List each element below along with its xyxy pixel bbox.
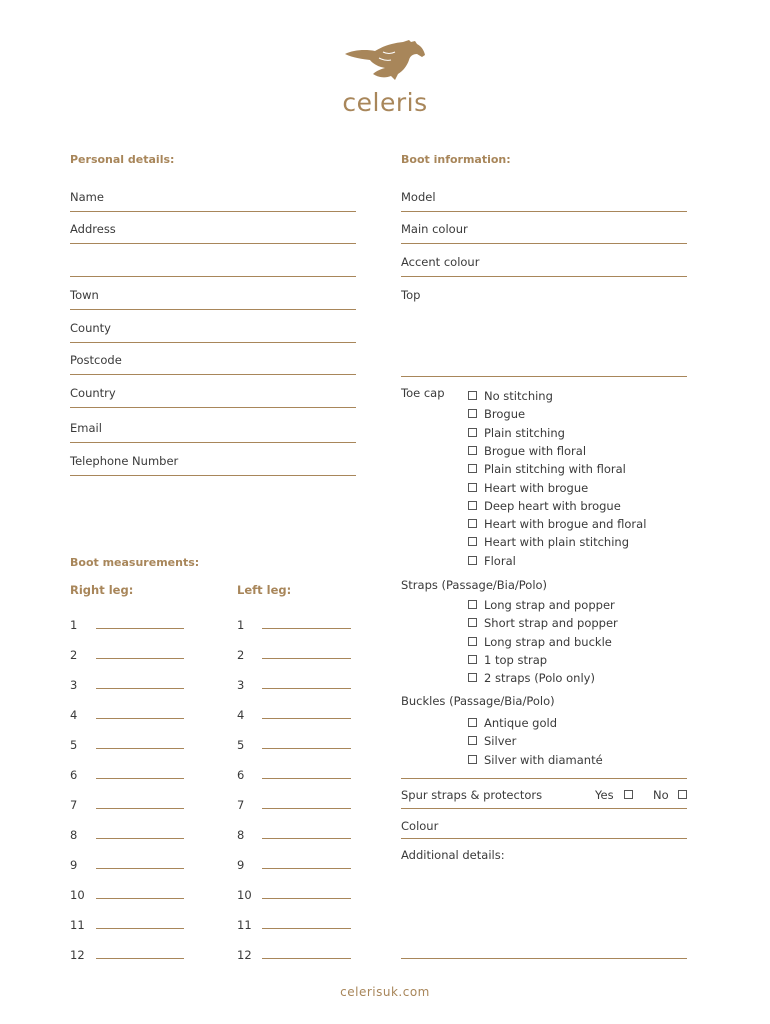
field-input-line[interactable] bbox=[401, 376, 687, 377]
spur-no-checkbox[interactable] bbox=[678, 790, 687, 799]
option-label: 2 straps (Polo only) bbox=[484, 671, 595, 686]
left-leg-number: 9 bbox=[237, 858, 245, 872]
option-checkbox[interactable] bbox=[468, 501, 477, 510]
right-leg-input-line[interactable] bbox=[96, 868, 184, 869]
right-leg-number: 8 bbox=[70, 828, 78, 842]
option-checkbox[interactable] bbox=[468, 637, 477, 646]
right-leg-input-line[interactable] bbox=[96, 928, 184, 929]
left-leg-input-line[interactable] bbox=[262, 688, 351, 689]
field-input-line[interactable] bbox=[70, 475, 356, 476]
colour-label: Colour bbox=[401, 819, 439, 833]
spur-yes-label: Yes bbox=[595, 788, 614, 802]
left-leg-heading: Left leg: bbox=[237, 583, 292, 597]
right-leg-number: 10 bbox=[70, 888, 85, 902]
option-label: Silver bbox=[484, 734, 517, 749]
personal-heading: Personal details: bbox=[70, 153, 175, 166]
boot-info-heading: Boot information: bbox=[401, 153, 511, 166]
field-label: Email bbox=[70, 421, 102, 435]
spur-no-label: No bbox=[653, 788, 669, 802]
field-label: Name bbox=[70, 190, 104, 204]
left-leg-number: 5 bbox=[237, 738, 245, 752]
option-label: No stitching bbox=[484, 389, 553, 403]
field-label: Top bbox=[401, 288, 421, 302]
field-label: County bbox=[70, 321, 111, 335]
right-leg-number: 6 bbox=[70, 768, 78, 782]
option-label: Brogue bbox=[484, 407, 526, 422]
additional-label: Additional details: bbox=[401, 848, 505, 862]
spur-label: Spur straps & protectors bbox=[401, 788, 543, 802]
option-label: Heart with brogue bbox=[484, 480, 589, 495]
left-leg-number: 10 bbox=[237, 888, 252, 902]
option-label: Long strap and buckle bbox=[484, 634, 612, 649]
left-leg-input-line[interactable] bbox=[262, 778, 351, 779]
field-label: Model bbox=[401, 190, 436, 204]
left-leg-input-line[interactable] bbox=[262, 928, 351, 929]
toe-cap-label: Toe cap bbox=[401, 386, 445, 400]
left-leg-input-line[interactable] bbox=[262, 898, 351, 899]
right-leg-number: 5 bbox=[70, 738, 78, 752]
right-leg-input-line[interactable] bbox=[96, 778, 184, 779]
option-checkbox[interactable] bbox=[468, 556, 477, 565]
option-label: Long strap and popper bbox=[484, 598, 615, 612]
field-input-line[interactable] bbox=[70, 342, 356, 343]
right-leg-input-line[interactable] bbox=[96, 688, 184, 689]
left-leg-number: 11 bbox=[237, 918, 252, 932]
field-label: Accent colour bbox=[401, 255, 480, 269]
field-label: Main colour bbox=[401, 222, 468, 236]
option-label: 1 top strap bbox=[484, 652, 548, 667]
field-input-line[interactable] bbox=[70, 243, 356, 244]
left-leg-number: 12 bbox=[237, 948, 252, 962]
buckles-label: Buckles (Passage/Bia/Polo) bbox=[401, 694, 555, 708]
left-leg-input-line[interactable] bbox=[262, 628, 351, 629]
field-input-line[interactable] bbox=[70, 276, 356, 277]
option-checkbox[interactable] bbox=[468, 391, 477, 400]
right-leg-input-line[interactable] bbox=[96, 838, 184, 839]
field-input-line[interactable] bbox=[401, 243, 687, 244]
option-checkbox[interactable] bbox=[468, 600, 477, 609]
right-leg-input-line[interactable] bbox=[96, 718, 184, 719]
option-checkbox[interactable] bbox=[468, 718, 477, 727]
left-leg-number: 4 bbox=[237, 708, 245, 722]
field-label: Telephone Number bbox=[70, 454, 179, 468]
option-checkbox[interactable] bbox=[468, 755, 477, 764]
option-label: Deep heart with brogue bbox=[484, 498, 621, 513]
left-leg-input-line[interactable] bbox=[262, 658, 351, 659]
left-leg-input-line[interactable] bbox=[262, 808, 351, 809]
option-label: Plain stitching bbox=[484, 425, 565, 440]
left-leg-input-line[interactable] bbox=[262, 838, 351, 839]
left-leg-input-line[interactable] bbox=[262, 748, 351, 749]
field-label: Country bbox=[70, 386, 116, 400]
right-leg-input-line[interactable] bbox=[96, 748, 184, 749]
right-leg-number: 1 bbox=[70, 618, 78, 632]
left-leg-number: 6 bbox=[237, 768, 245, 782]
horse-head-icon bbox=[343, 38, 427, 82]
right-leg-input-line[interactable] bbox=[96, 898, 184, 899]
option-label: Floral bbox=[484, 553, 516, 568]
right-leg-input-line[interactable] bbox=[96, 958, 184, 959]
right-leg-number: 4 bbox=[70, 708, 78, 722]
field-input-line[interactable] bbox=[70, 407, 356, 408]
option-checkbox[interactable] bbox=[468, 673, 477, 682]
option-label: Heart with plain stitching bbox=[484, 535, 629, 550]
right-leg-number: 11 bbox=[70, 918, 85, 932]
field-input-line[interactable] bbox=[70, 374, 356, 375]
left-leg-number: 7 bbox=[237, 798, 245, 812]
option-label: Antique gold bbox=[484, 716, 558, 730]
left-leg-number: 2 bbox=[237, 648, 245, 662]
right-leg-number: 7 bbox=[70, 798, 78, 812]
field-label: Address bbox=[70, 222, 116, 236]
option-checkbox[interactable] bbox=[468, 409, 477, 418]
field-label: Postcode bbox=[70, 353, 122, 367]
field-label: Town bbox=[70, 288, 99, 302]
option-checkbox[interactable] bbox=[468, 483, 477, 492]
field-input-line[interactable] bbox=[70, 211, 356, 212]
right-leg-input-line[interactable] bbox=[96, 628, 184, 629]
footer-url[interactable]: celerisuk.com bbox=[340, 985, 430, 999]
left-leg-input-line[interactable] bbox=[262, 868, 351, 869]
option-label: Short strap and popper bbox=[484, 616, 618, 631]
field-input-line[interactable] bbox=[70, 442, 356, 443]
right-leg-number: 9 bbox=[70, 858, 78, 872]
option-checkbox[interactable] bbox=[468, 736, 477, 745]
brand-name: celeris bbox=[342, 88, 428, 117]
option-label: Heart with brogue and floral bbox=[484, 517, 647, 532]
measurements-heading: Boot measurements: bbox=[70, 556, 200, 569]
option-label: Silver with diamanté bbox=[484, 752, 603, 767]
colour-input-line[interactable] bbox=[401, 838, 687, 839]
divider bbox=[401, 778, 687, 779]
option-checkbox[interactable] bbox=[468, 655, 477, 664]
left-leg-input-line[interactable] bbox=[262, 718, 351, 719]
right-leg-number: 2 bbox=[70, 648, 78, 662]
left-leg-input-line[interactable] bbox=[262, 958, 351, 959]
right-leg-input-line[interactable] bbox=[96, 658, 184, 659]
left-leg-number: 3 bbox=[237, 678, 245, 692]
option-checkbox[interactable] bbox=[468, 428, 477, 437]
right-leg-heading: Right leg: bbox=[70, 583, 134, 597]
left-leg-number: 8 bbox=[237, 828, 245, 842]
option-label: Brogue with floral bbox=[484, 443, 587, 458]
option-checkbox[interactable] bbox=[468, 464, 477, 473]
right-leg-number: 3 bbox=[70, 678, 78, 692]
left-leg-number: 1 bbox=[237, 618, 245, 632]
field-input-line[interactable] bbox=[401, 211, 687, 212]
right-leg-input-line[interactable] bbox=[96, 808, 184, 809]
straps-label: Straps (Passage/Bia/Polo) bbox=[401, 578, 548, 592]
spur-line bbox=[401, 808, 687, 809]
additional-input-line[interactable] bbox=[401, 958, 687, 959]
right-leg-number: 12 bbox=[70, 948, 85, 962]
field-input-line[interactable] bbox=[70, 309, 356, 310]
spur-yes-checkbox[interactable] bbox=[624, 790, 633, 799]
option-label: Plain stitching with floral bbox=[484, 462, 626, 477]
option-checkbox[interactable] bbox=[468, 618, 477, 627]
option-checkbox[interactable] bbox=[468, 519, 477, 528]
option-checkbox[interactable] bbox=[468, 537, 477, 546]
field-input-line[interactable] bbox=[401, 276, 687, 277]
option-checkbox[interactable] bbox=[468, 446, 477, 455]
